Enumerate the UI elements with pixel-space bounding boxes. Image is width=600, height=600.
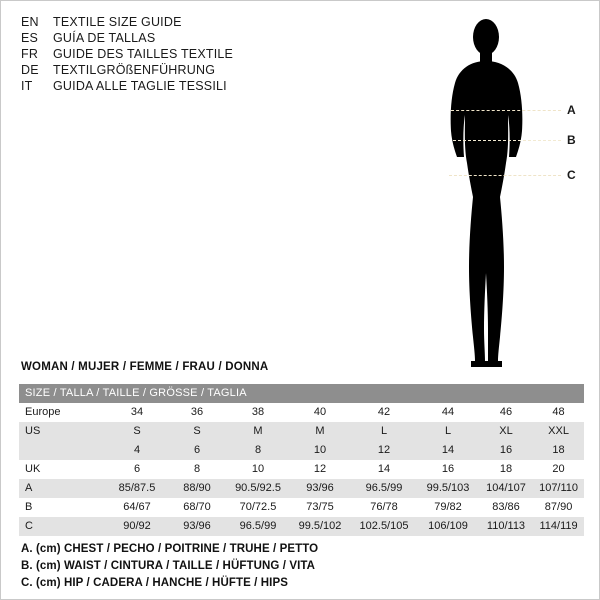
cell: 36 [167, 403, 227, 422]
language-row [21, 15, 301, 29]
cell: XL [479, 422, 533, 441]
cell: 68/70 [167, 498, 227, 517]
cell: 93/96 [167, 517, 227, 536]
cell: 96.5/99 [351, 479, 417, 498]
table-row [19, 479, 584, 498]
language-text: GUÍA DE TALLAS [53, 31, 156, 45]
language-code: ES [21, 31, 39, 45]
cell: 93/96 [289, 479, 351, 498]
measure-label-c: C [567, 168, 576, 182]
language-row [21, 47, 301, 61]
table-row [19, 460, 584, 479]
measure-label-b: B [567, 133, 576, 147]
cell: XXL [533, 422, 584, 441]
table-header-row [19, 384, 584, 403]
cell: 106/109 [417, 517, 479, 536]
cell: 107/110 [533, 479, 584, 498]
cell: 12 [289, 460, 351, 479]
cell: 76/78 [351, 498, 417, 517]
cell: 64/67 [107, 498, 167, 517]
language-code: DE [21, 63, 39, 77]
table-row [19, 422, 584, 441]
cell: 104/107 [479, 479, 533, 498]
cell: 46 [479, 403, 533, 422]
measure-line-b [453, 140, 561, 141]
cell: M [289, 422, 351, 441]
table-header-label: SIZE / TALLA / TAILLE / GRÖSSE / TAGLIA [19, 384, 584, 403]
cell: 16 [417, 460, 479, 479]
cell: 44 [417, 403, 479, 422]
size-table [19, 384, 584, 536]
language-row [21, 31, 301, 45]
cell: 10 [227, 460, 289, 479]
cell: 12 [351, 441, 417, 460]
cell: M [227, 422, 289, 441]
cell: 114/119 [533, 517, 584, 536]
language-code: FR [21, 47, 39, 61]
language-text: GUIDE DES TAILLES TEXTILE [53, 47, 234, 61]
measure-label-a: A [567, 103, 576, 117]
cell: 99.5/102 [289, 517, 351, 536]
language-list [21, 15, 301, 95]
row-label: B [19, 498, 107, 517]
cell: 99.5/103 [417, 479, 479, 498]
cell: L [417, 422, 479, 441]
measure-line-c [449, 175, 561, 176]
cell: 73/75 [289, 498, 351, 517]
language-row [21, 79, 301, 93]
cell: 90/92 [107, 517, 167, 536]
row-label: A [19, 479, 107, 498]
cell: L [351, 422, 417, 441]
cell: 8 [167, 460, 227, 479]
cell: 102.5/105 [351, 517, 417, 536]
legend-line-c: C. (cm) HIP / CADERA / HANCHE / HÜFTE / HIPS [21, 577, 289, 589]
cell: 38 [227, 403, 289, 422]
cell: 40 [289, 403, 351, 422]
cell: 6 [167, 441, 227, 460]
cell: 88/90 [167, 479, 227, 498]
table-row [19, 517, 584, 536]
table-row [19, 403, 584, 422]
measure-line-a [451, 110, 561, 111]
cell: 10 [289, 441, 351, 460]
cell: 14 [417, 441, 479, 460]
cell: 87/90 [533, 498, 584, 517]
language-text: TEXTILGRÖßENFÜHRUNG [53, 63, 216, 77]
cell: 70/72.5 [227, 498, 289, 517]
woman-silhouette-icon [431, 11, 541, 371]
cell: 110/113 [479, 517, 533, 536]
legend-line-a: A. (cm) CHEST / PECHO / POITRINE / TRUHE / PETTO [21, 543, 319, 555]
language-code: IT [21, 79, 33, 93]
table-row [19, 498, 584, 517]
cell: 96.5/99 [227, 517, 289, 536]
cell: 14 [351, 460, 417, 479]
measurement-figure [391, 11, 591, 371]
cell: 83/86 [479, 498, 533, 517]
cell: 16 [479, 441, 533, 460]
row-label: Europe [19, 403, 107, 422]
language-row [21, 63, 301, 77]
language-code: EN [21, 15, 39, 29]
cell: 20 [533, 460, 584, 479]
cell: 8 [227, 441, 289, 460]
cell: 90.5/92.5 [227, 479, 289, 498]
row-label: C [19, 517, 107, 536]
cell: 18 [479, 460, 533, 479]
measurement-legend [21, 543, 581, 594]
cell: S [167, 422, 227, 441]
language-text: GUIDA ALLE TAGLIE TESSILI [53, 79, 227, 93]
cell: 48 [533, 403, 584, 422]
cell: 4 [107, 441, 167, 460]
cell: 18 [533, 441, 584, 460]
row-label: UK [19, 460, 107, 479]
legend-line-b: B. (cm) WAIST / CINTURA / TAILLE / HÜFTUNG / VITA [21, 560, 316, 572]
row-label: US [19, 422, 107, 441]
cell: 85/87.5 [107, 479, 167, 498]
cell: 42 [351, 403, 417, 422]
row-label [19, 441, 107, 460]
cell: 6 [107, 460, 167, 479]
cell: 79/82 [417, 498, 479, 517]
cell: 34 [107, 403, 167, 422]
cell: S [107, 422, 167, 441]
table-row [19, 441, 584, 460]
language-text: TEXTILE SIZE GUIDE [53, 15, 182, 29]
section-title: WOMAN / MUJER / FEMME / FRAU / DONNA [21, 361, 269, 373]
